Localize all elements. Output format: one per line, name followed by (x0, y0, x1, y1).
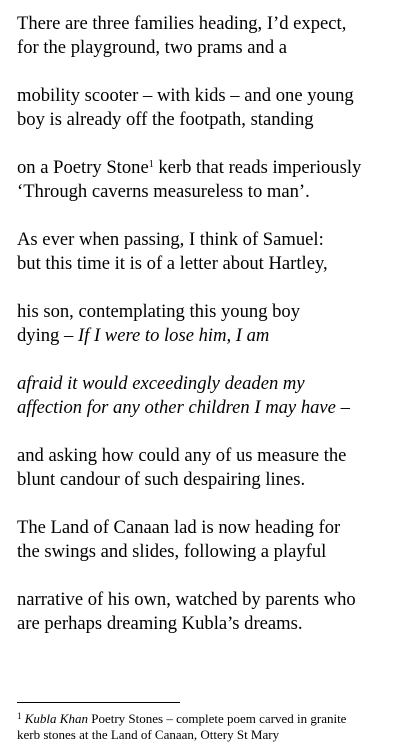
footnote-reference[interactable]: 1 (148, 159, 154, 170)
stanza-7 (17, 444, 397, 492)
poem-line (17, 324, 397, 348)
poem-line: As ever when passing, I think of Samuel: (17, 229, 324, 250)
quoted-letter-text: If I were to lose him, I am (77, 325, 270, 346)
poem-line-text: dying – (17, 325, 78, 346)
poem-line: for the playground, two prams and a (17, 37, 288, 58)
poem-line: The Land of Canaan lad is now heading for (17, 517, 341, 538)
stanza-1 (17, 12, 397, 60)
poem-line (17, 396, 397, 420)
poem-line: his son, contemplating this young boy (17, 301, 301, 322)
footnote-line: kerb stones at the Land of Canaan, Ottery St Mary (17, 727, 280, 742)
footnote-text: Poetry Stones – complete poem carved in granite (87, 711, 347, 726)
poem-line-text: on a Poetry Stone (17, 157, 149, 178)
footnote-marker: 1 (17, 711, 22, 721)
stanza-2 (17, 84, 397, 132)
quoted-letter-text: affection for any other children I may have (17, 397, 336, 418)
stanza-4 (17, 228, 397, 276)
stanza-5 (17, 300, 397, 348)
poem-line: are perhaps dreaming Kubla’s dreams. (17, 613, 303, 634)
stanza-6 (17, 372, 397, 420)
stanza-8 (17, 516, 397, 564)
poem-body (17, 12, 397, 660)
poem-line: blunt candour of such despairing lines. (17, 469, 306, 490)
poem-line: the swings and slides, following a playful (17, 541, 327, 562)
footnote-divider (17, 702, 180, 703)
poem-line-text: – (335, 397, 350, 418)
poem-line: but this time it is of a letter about Hartley, (17, 253, 328, 274)
stanza-9 (17, 588, 397, 636)
footnote-line (17, 711, 397, 727)
poem-line: ‘Through caverns measureless to man’. (17, 181, 310, 202)
poem-line: and asking how could any of us measure the (17, 445, 347, 466)
footnote-title: Kubla Khan (24, 711, 88, 726)
stanza-3 (17, 156, 397, 204)
poem-line (17, 156, 397, 180)
poem-line-text: kerb that reads imperiously (153, 157, 362, 178)
poem-line: boy is already off the footpath, standing (17, 109, 314, 130)
footnote (17, 711, 397, 743)
poem-line: There are three families heading, I’d expect, (17, 13, 347, 34)
poem-line: mobility scooter – with kids – and one young (17, 85, 354, 106)
poem-line: narrative of his own, watched by parents who (17, 589, 356, 610)
quoted-letter-text: afraid it would exceedingly deaden my (17, 373, 305, 394)
